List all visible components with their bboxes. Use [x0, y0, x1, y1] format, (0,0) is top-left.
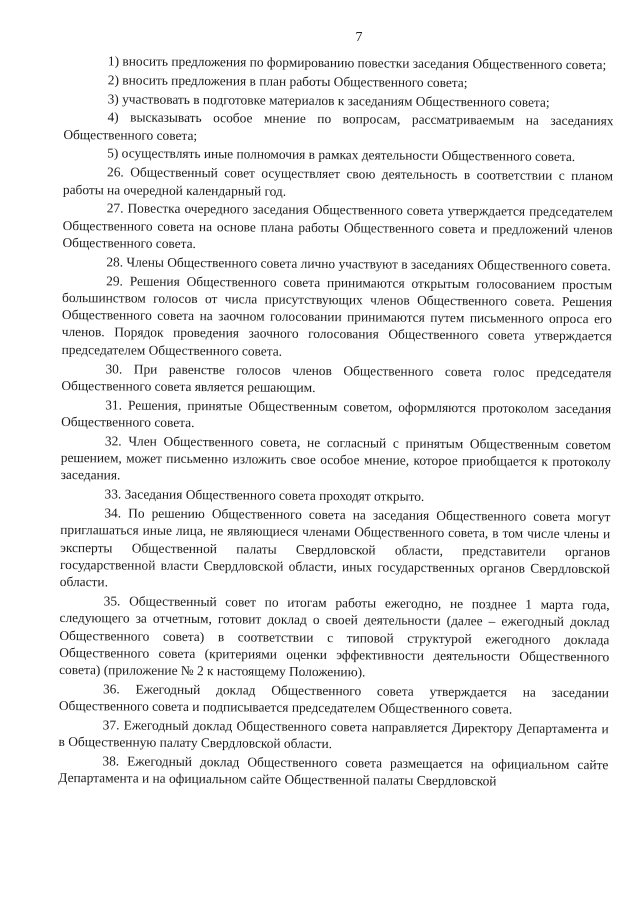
paragraph-clause-26: 26. Общественный совет осуществляет свою деятельность в соответствии с планом работы на очередной календарный год. — [62, 164, 614, 199]
paragraph-clause-34: 34. По решению Общественного совета на заседания Общественного совета могут приглашаться иные лица, не являющиеся членами Общественного совета, в том числе члены и эксперты Общественной палаты Свердловской области, представители органов государственной власти Свердловской области, иных государственных органов Свердловской области. — [59, 505, 611, 590]
paragraph-clause-38: 38. Ежегодный доклад Общественного совета размещается на официальном сайте Департамента и на официальном сайте Общественной палаты Свердловской — [58, 753, 609, 789]
document-body — [58, 52, 614, 791]
paragraph-clause-27: 27. Повестка очередного заседания Общественного совета утверждается председателем Общественного совета на основе плана работы Общественного совета и предложений членов Общественного совета. — [62, 200, 613, 252]
paragraph-item-4: 4) высказывать особое мнение по вопросам, рассматриваемым на заседаниях Общественного совета; — [63, 109, 614, 143]
paragraph-item-1: 1) вносить предложения по формированию повестки заседания Общественного совета; — [107, 53, 607, 73]
paragraph-item-5: 5) осуществлять иные полномочия в рамках деятельности Общественного совета. — [107, 145, 576, 165]
paragraph-clause-32: 32. Член Общественного совета, не согласный с принятым Общественным советом решением, может письменно изложить свое особое мнение, которое приобщается к протоколу заседания. — [60, 433, 611, 483]
paragraph-clause-33: 33. Заседания Общественного совета проходят открыто. — [104, 486, 425, 504]
paragraph-clause-28: 28. Члены Общественного совета лично участвуют в заседаниях Общественного совета. — [106, 254, 611, 274]
paragraph-clause-30: 30. При равенстве голосов членов Общественного совета голос председателя Общественного совета является решающим. — [61, 360, 612, 395]
paragraph-clause-29: 29. Решения Общественного совета принимаются открытым голосованием простым большинством голосов от числа присутствующих членов Общественного совета. Решения Общественного совета на заочном голосовании принимаются путем письменного опроса его членов. Порядок проведения заочного голосования Общественного совета утверждается председателем Общественного совета. — [61, 272, 613, 359]
paragraph-item-2: 2) вносить предложения в план работы Общественного совета; — [107, 72, 468, 90]
paragraph-item-3: 3) участвовать в подготовке материалов к заседаниям Общественного совета; — [107, 90, 550, 110]
paragraph-clause-37: 37. Ежегодный доклад Общественного совета направляется Директору Департамента и в Общественную палату Свердловской области. — [58, 717, 609, 752]
paragraph-clause-35: 35. Общественный совет по итогам работы ежегодно, не позднее 1 марта года, следующего за отчетным, готовит доклад о своей деятельности (далее – ежегодный доклад Общественного совета) в соответствии с типовой структурой ежегодного доклада Общественного совета (критериями оценки эффективности деятельности Общественного совета) (приложение № 2 к настоящему Положению). — [59, 593, 610, 680]
page-number: 7 — [355, 30, 363, 45]
paragraph-clause-31: 31. Решения, принятые Общественным советом, оформляются протоколом заседания Общественного совета. — [61, 396, 612, 430]
paragraph-clause-36: 36. Ежегодный доклад Общественного совета утверждается на заседании Общественного совета и подписывается председателем Общественного совета. — [58, 681, 610, 717]
